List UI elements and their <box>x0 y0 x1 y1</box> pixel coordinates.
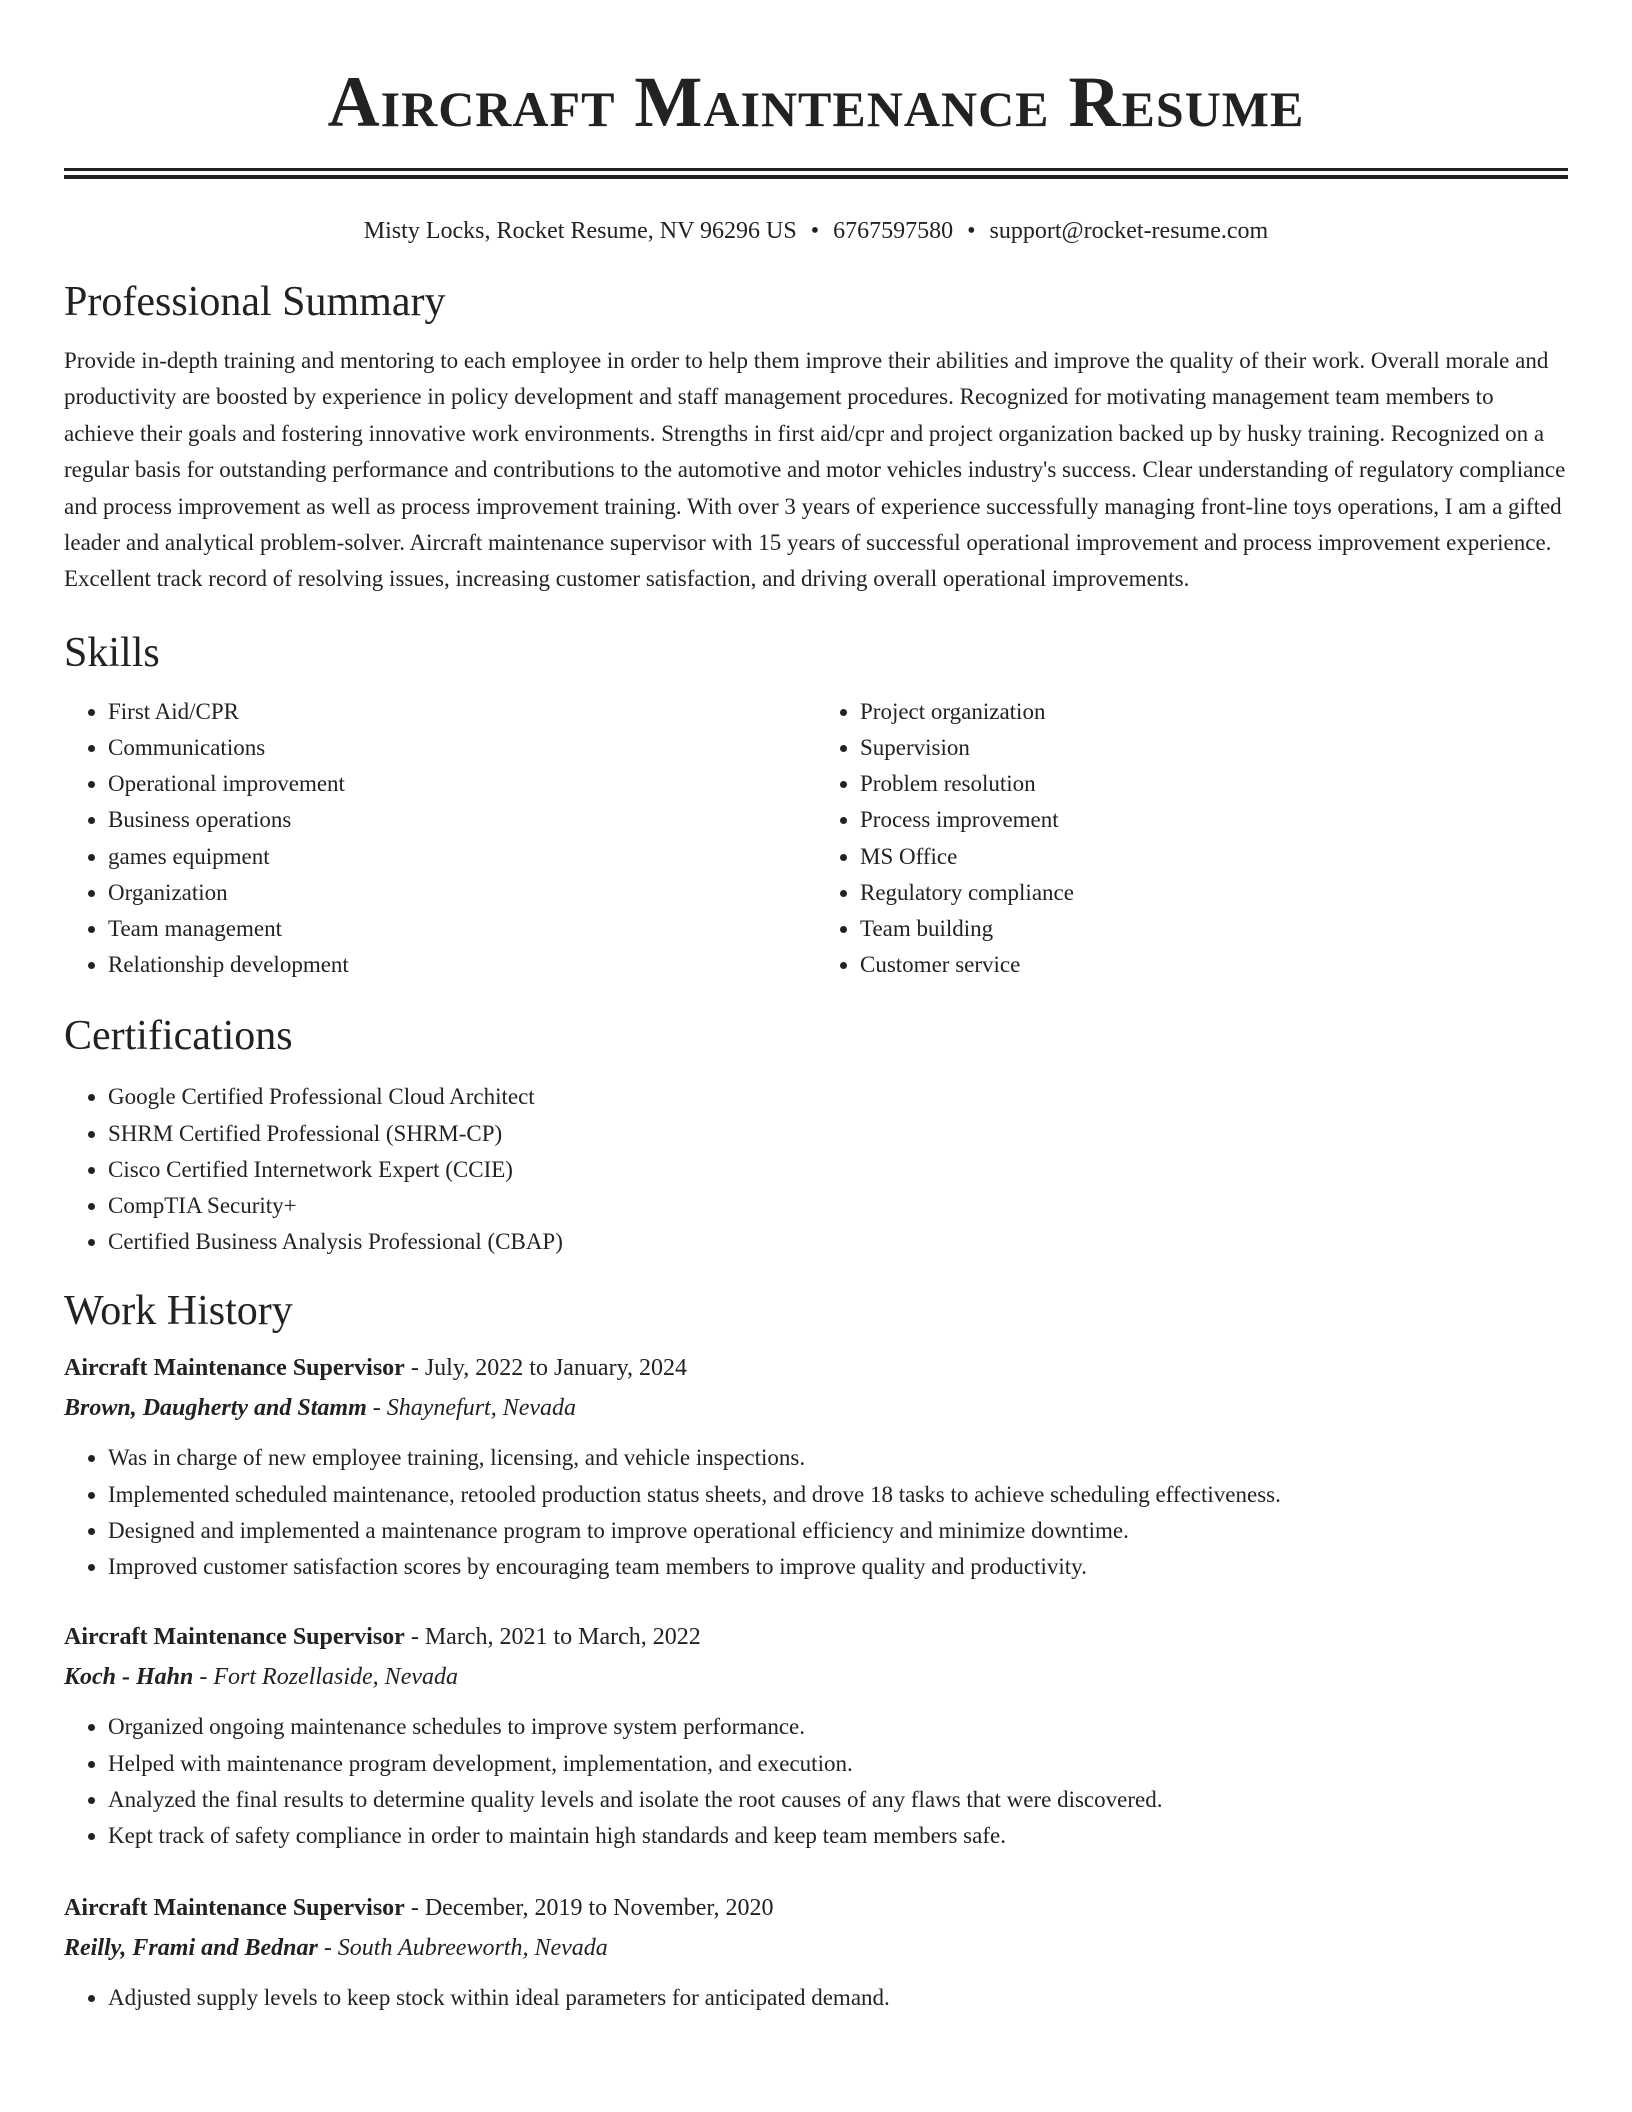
job-entry <box>64 1348 1568 1585</box>
job-company: Koch - Hahn <box>64 1664 194 1691</box>
job-bullet: • Implemented scheduled maintenance, retooled production status sheets, and drove 18 tasks to achieve scheduling effectiveness. <box>108 1477 1568 1513</box>
skills-left-list <box>64 694 816 984</box>
skills-section <box>64 628 1568 984</box>
certifications-list <box>64 1079 1568 1260</box>
job-bullet: • Was in charge of new employee training, licensing, and vehicle inspections. <box>108 1440 1568 1476</box>
summary-section <box>64 277 1568 598</box>
contact-line <box>64 215 1568 247</box>
skill-item: • Communications <box>108 730 816 766</box>
contact-separator: • <box>967 218 976 244</box>
skill-item: • Problem resolution <box>860 766 1568 802</box>
job-bullet: • Organized ongoing maintenance schedules to improve system performance. <box>108 1709 1568 1745</box>
certification-item: • SHRM Certified Professional (SHRM-CP) <box>108 1116 1568 1152</box>
job-dates: - December, 2019 to November, 2020 <box>404 1895 774 1922</box>
job-bullet: • Designed and implemented a maintenance program to improve operational efficiency and minimize downtime. <box>108 1513 1568 1549</box>
skill-item: • First Aid/CPR <box>108 694 816 730</box>
job-company-line <box>64 1657 1568 1697</box>
skill-item: • Supervision <box>860 730 1568 766</box>
certification-item: • Certified Business Analysis Professional (CBAP) <box>108 1224 1568 1260</box>
skill-item: • Team building <box>860 911 1568 947</box>
resume-page <box>64 0 1568 2016</box>
skills-right-list <box>816 694 1568 984</box>
job-title-line <box>64 1617 1568 1657</box>
skill-item: • Organization <box>108 875 816 911</box>
certification-item: • Cisco Certified Internetwork Expert (CCIE) <box>108 1152 1568 1188</box>
skill-item: • Regulatory compliance <box>860 875 1568 911</box>
job-dates: - March, 2021 to March, 2022 <box>404 1624 701 1651</box>
job-bullet: • Improved customer satisfaction scores by encouraging team members to improve quality and productivity. <box>108 1549 1568 1585</box>
skills-heading: Skills <box>64 629 160 676</box>
skill-item: • Project organization <box>860 694 1568 730</box>
job-company: Brown, Daugherty and Stamm <box>64 1395 367 1422</box>
job-bullets <box>64 1440 1568 1585</box>
work-history-heading: Work History <box>64 1288 293 1335</box>
job-bullets <box>64 1980 1568 2016</box>
job-entry <box>64 1617 1568 1854</box>
job-bullet: • Kept track of safety compliance in order to maintain high standards and keep team members safe. <box>108 1818 1568 1854</box>
job-dates: - July, 2022 to January, 2024 <box>404 1355 688 1382</box>
skill-item: • Relationship development <box>108 947 816 983</box>
contact-address: Misty Locks, Rocket Resume, NV 96296 US <box>363 218 797 244</box>
job-entry <box>64 1888 1568 2016</box>
work-history-section <box>64 1286 1568 2016</box>
title-rule-top <box>64 168 1568 171</box>
certification-item: • Google Certified Professional Cloud Architect <box>108 1079 1568 1115</box>
skills-columns <box>64 694 1568 984</box>
skill-item: • Business operations <box>108 802 816 838</box>
job-title: Aircraft Maintenance Supervisor <box>64 1895 405 1922</box>
job-company-line <box>64 1928 1568 1968</box>
certifications-section <box>64 1011 1568 1260</box>
contact-separator: • <box>810 218 820 244</box>
title-rule-bottom <box>64 175 1568 179</box>
job-bullet: • Helped with maintenance program development, implementation, and execution. <box>108 1746 1568 1782</box>
job-company-line <box>64 1388 1568 1428</box>
job-bullet: • Adjusted supply levels to keep stock within ideal parameters for anticipated demand. <box>108 1980 1568 2016</box>
summary-text: Provide in-depth training and mentoring to each employee in order to help them improve their abilities and improve the quality of their work. Overall morale and productivity are boosted by experience in policy development and staff management procedures. Recognized for motivating management team members to achieve their goals and fostering innovative work environments. Strengths in first aid/cpr and project organization backed up by husky training. Recognized on a regular basis for outstanding performance and contributions to the automotive and motor vehicles industry's success. Clear understanding of regulatory compliance and process improvement as well as process improvement training. With over 3 years of experience successfully managing front-line toys operations, I am a gifted leader and analytical problem-solver. Aircraft maintenance supervisor with 15 years of successful operational improvement and process improvement experience. Excellent track record of resolving issues, increasing customer satisfaction, and driving overall operational improvements. <box>64 348 1566 592</box>
job-bullet: • Analyzed the final results to determine quality levels and isolate the root causes of any flaws that were discovered. <box>108 1782 1568 1818</box>
certification-item: • CompTIA Security+ <box>108 1188 1568 1224</box>
job-title: Aircraft Maintenance Supervisor <box>64 1355 405 1382</box>
job-title-line <box>64 1888 1568 1928</box>
contact-email: support@rocket-resume.com <box>989 218 1269 244</box>
skill-item: • MS Office <box>860 839 1568 875</box>
contact-phone: 6767597580 <box>833 218 954 244</box>
job-title: Aircraft Maintenance Supervisor <box>64 1624 405 1651</box>
skill-item: • Customer service <box>860 947 1568 983</box>
summary-heading: Professional Summary <box>64 279 446 325</box>
skill-item: • Process improvement <box>860 802 1568 838</box>
job-title-line <box>64 1348 1568 1388</box>
skill-item: • games equipment <box>108 839 816 875</box>
job-location: - Fort Rozellaside, Nevada <box>193 1664 458 1691</box>
job-bullets <box>64 1709 1568 1854</box>
job-location: - South Aubreeworth, Nevada <box>317 1935 608 1962</box>
certifications-heading: Certifications <box>64 1013 293 1060</box>
job-company: Reilly, Frami and Bednar <box>64 1935 318 1962</box>
skill-item: • Team management <box>108 911 816 947</box>
skill-item: • Operational improvement <box>108 766 816 802</box>
job-location: - Shaynefurt, Nevada <box>366 1395 577 1422</box>
resume-title: Aircraft Maintenance Resume <box>327 62 1305 142</box>
